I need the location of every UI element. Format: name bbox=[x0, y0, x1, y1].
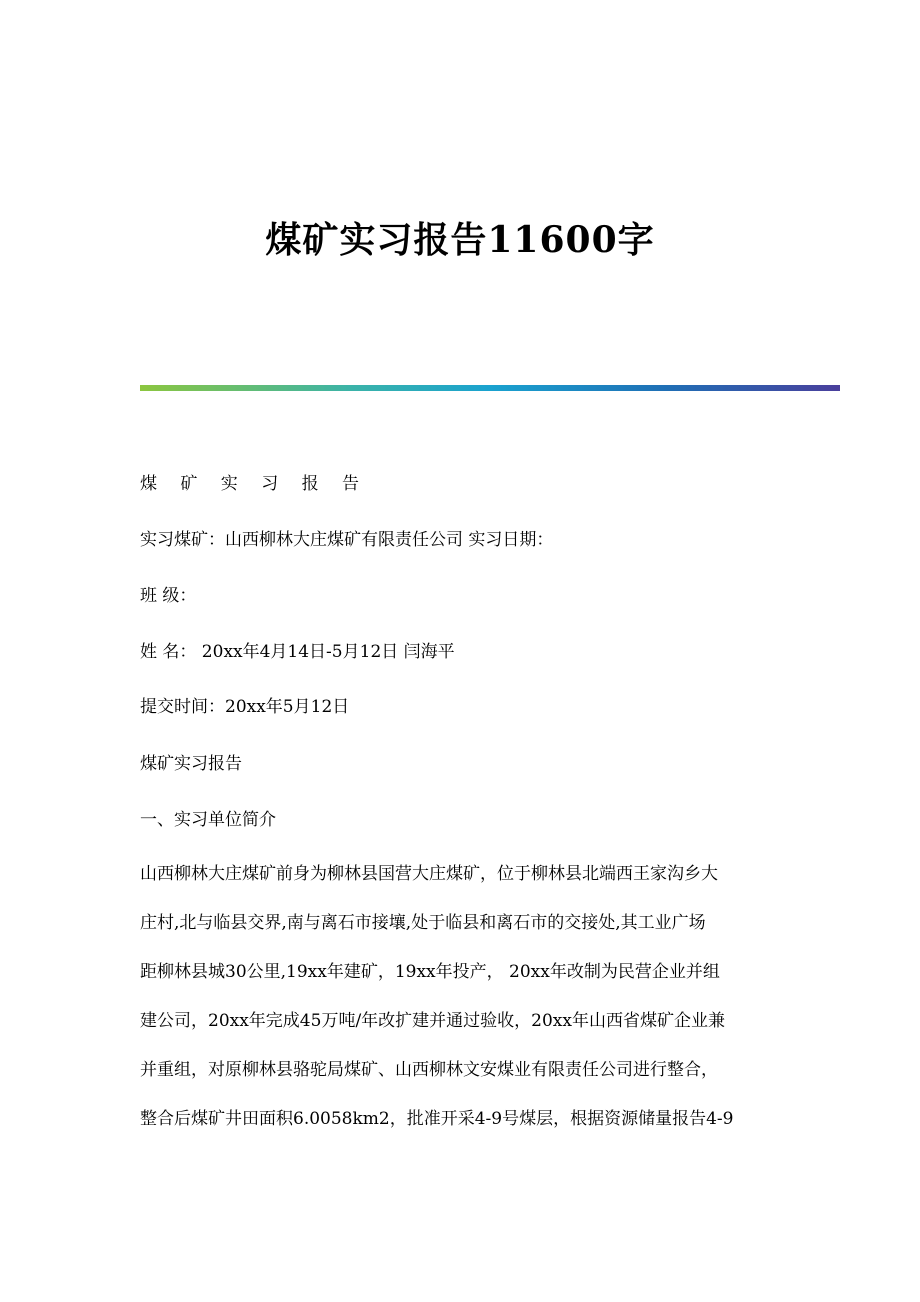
paragraph-line: 并重组，对原柳林县骆驼局煤矿、山西柳林文安煤业有限责任公司进行整合， bbox=[140, 1060, 718, 1080]
section-heading: 一、实习单位简介 bbox=[140, 810, 276, 830]
name-line: 姓 名： 20xx年4月14日-5月12日 闫海平 bbox=[140, 642, 455, 662]
report-heading: 煤矿实习报告 bbox=[140, 754, 242, 774]
submit-time-line: 提交时间：20xx年5月12日 bbox=[140, 697, 350, 717]
paragraph-line: 庄村,北与临县交界,南与离石市接壤,处于临县和离石市的交接处,其工业广场 bbox=[140, 913, 706, 933]
paragraph-line: 山西柳林大庄煤矿前身为柳林县国营大庄煤矿，位于柳林县北端西王家沟乡大 bbox=[140, 864, 718, 884]
paragraph-line: 建公司，20xx年完成45万吨/年改扩建并通过验收，20xx年山西省煤矿企业兼 bbox=[140, 1011, 725, 1031]
intro-paragraph bbox=[140, 862, 800, 1142]
mine-and-date-line: 实习煤矿：山西柳林大庄煤矿有限责任公司 实习日期： bbox=[140, 530, 554, 550]
paragraph-line: 距柳林县城30公里,19xx年建矿，19xx年投产， 20xx年改制为民营企业并组 bbox=[140, 962, 720, 982]
paragraph-line: 整合后煤矿井田面积6.0058km2，批准开采4-9号煤层，根据资源储量报告4-9 bbox=[140, 1109, 734, 1129]
class-line: 班 级： bbox=[140, 586, 197, 606]
report-heading-spaced: 煤 矿 实 习 报 告 bbox=[140, 474, 369, 494]
title-divider bbox=[140, 385, 840, 391]
document-title: 煤矿实习报告11600字 bbox=[265, 219, 655, 261]
